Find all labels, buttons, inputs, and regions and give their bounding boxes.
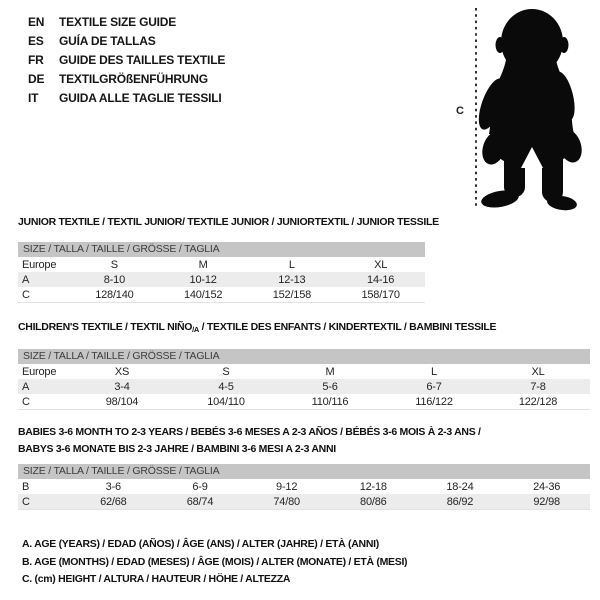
- table-cell: 80/86: [360, 495, 387, 508]
- table-cell: 74/80: [273, 495, 300, 508]
- row-label: C: [22, 395, 30, 408]
- children-section-title: [18, 320, 590, 337]
- babies-row-c: [18, 494, 590, 509]
- table-cell: 128/140: [95, 288, 134, 301]
- language-label: GUIDA ALLE TAGLIE TESSILI: [59, 91, 222, 105]
- row-label: C: [22, 495, 30, 508]
- table-cell: 9-12: [276, 480, 298, 493]
- table-cell: 14-16: [367, 273, 395, 286]
- row-label: B: [22, 480, 30, 493]
- row-label: A: [22, 380, 30, 393]
- table-cell: 24-36: [533, 480, 561, 493]
- section-children: [18, 320, 590, 410]
- table-cell: 3-6: [105, 480, 121, 493]
- table-cell: 140/152: [183, 288, 223, 301]
- row-label: C: [22, 288, 30, 301]
- children-column-header-row: [18, 364, 590, 379]
- table-cell: 8-10: [103, 273, 125, 286]
- junior-table: [18, 242, 425, 303]
- junior-size-header-bar: SIZE / TALLA / TAILLE / GRÖSSE / TAGLIA: [18, 242, 425, 257]
- babies-table: [18, 464, 590, 510]
- table-cell: 158/170: [361, 288, 400, 301]
- row-label: A: [22, 273, 30, 286]
- language-label: GUÍA DE TALLAS: [59, 34, 156, 48]
- column-header: Europe: [22, 365, 57, 378]
- table-cell: 86/92: [446, 495, 474, 508]
- language-code: FR: [28, 53, 44, 67]
- column-header: L: [431, 365, 437, 378]
- language-label: GUIDE DES TAILLES TEXTILE: [59, 53, 226, 67]
- table-cell: 104/110: [207, 395, 245, 408]
- children-title-text: CHILDREN'S TEXTILE / TEXTIL NIÑO: [18, 321, 193, 333]
- column-header: Europe: [22, 258, 57, 271]
- babies-row-b: [18, 479, 590, 494]
- table-cell: 92/98: [533, 495, 560, 508]
- footnote-a: A. AGE (YEARS) / EDAD (AÑOS) / ÂGE (ANS) / ALTER (JAHRE) / ETÀ (ANNI): [22, 538, 379, 550]
- column-header: M: [198, 258, 208, 271]
- babies-size-header-bar: SIZE / TALLA / TAILLE / GRÖSSE / TAGLIA: [18, 464, 590, 479]
- children-title-text: / TEXTILE DES ENFANTS / KINDERTEXTIL / BAMBINI TESSILE: [199, 321, 497, 333]
- language-code: EN: [28, 15, 45, 29]
- babies-section-title: [18, 424, 590, 458]
- language-label: TEXTILE SIZE GUIDE: [59, 15, 177, 29]
- column-header: L: [288, 258, 295, 271]
- language-code: DE: [28, 72, 45, 86]
- junior-row-c: [18, 287, 425, 302]
- footnote-c: C. (cm) HEIGHT / ALTURA / HAUTEUR / HÖHE / ALTEZZA: [22, 573, 291, 585]
- language-code: ES: [28, 34, 44, 48]
- children-table: [18, 349, 590, 410]
- table-cell: 5-6: [322, 380, 338, 393]
- junior-section-title: JUNIOR TEXTILE / TEXTIL JUNIOR/ TEXTILE JUNIOR / JUNIORTEXTIL / JUNIOR TESSILE: [18, 216, 439, 228]
- table-cell: 12-18: [359, 480, 387, 493]
- language-row-fr: [28, 51, 225, 70]
- table-cell: 7-8: [530, 380, 546, 393]
- children-size-header-bar: SIZE / TALLA / TAILLE / GRÖSSE / TAGLIA: [18, 349, 590, 364]
- column-header: XL: [531, 365, 545, 378]
- language-row-en: [28, 13, 225, 32]
- figure-area: [450, 0, 600, 220]
- junior-column-header-row: [18, 257, 425, 272]
- table-cell: 6-9: [192, 480, 208, 493]
- children-title-subscript: /A: [192, 325, 200, 334]
- table-cell: 62/68: [100, 495, 127, 508]
- height-marker-label: C: [456, 105, 464, 117]
- column-header: XS: [114, 365, 130, 378]
- baby-silhouette-graphic: [450, 0, 600, 220]
- section-junior: [18, 215, 439, 303]
- footnote-b: B. AGE (MONTHS) / EDAD (MESES) / ÂGE (MOIS) / ALTER (MONATE) / ETÀ (MESI): [22, 555, 408, 568]
- children-row-a: [18, 379, 590, 394]
- children-size-table: [18, 364, 590, 409]
- language-code: IT: [28, 91, 39, 105]
- column-header: S: [222, 365, 230, 378]
- table-cell: 3-4: [114, 380, 130, 393]
- table-cell: 10-12: [189, 273, 217, 286]
- language-row-de: [28, 70, 225, 89]
- baby-silhouette: [473, 9, 585, 212]
- table-cell: 6-7: [426, 380, 442, 393]
- footnote-legend: [22, 536, 407, 589]
- junior-row-a: [18, 272, 425, 287]
- column-header: XL: [374, 258, 388, 271]
- table-cell: 122/128: [518, 395, 558, 408]
- table-cell: 4-5: [218, 380, 234, 393]
- language-label: TEXTILGRÖßENFÜHRUNG: [59, 72, 208, 86]
- language-row-it: [28, 89, 225, 108]
- section-babies: [18, 424, 590, 510]
- table-cell: 12-13: [278, 273, 306, 286]
- table-cell: 98/104: [105, 395, 139, 408]
- children-row-c: [18, 394, 590, 409]
- language-row-es: [28, 32, 225, 51]
- table-cell: 68/74: [186, 495, 214, 508]
- language-title-list: [28, 13, 225, 108]
- table-cell: 18-24: [446, 480, 474, 493]
- junior-size-table: [18, 257, 425, 302]
- column-header: S: [110, 258, 118, 271]
- table-cell: 116/122: [415, 395, 453, 408]
- table-cell: 110/116: [311, 395, 349, 408]
- babies-title-line2: BABYS 3-6 MONATE BIS 2-3 JAHRE / BAMBINI 3-6 MESI A 2-3 ANNI: [18, 443, 336, 455]
- column-header: M: [325, 365, 335, 378]
- babies-size-table: [18, 479, 590, 509]
- table-cell: 152/158: [272, 288, 312, 301]
- babies-title-line1: BABIES 3-6 MONTH TO 2-3 YEARS / BEBÉS 3-6 MESES A 2-3 AÑOS / BÉBÉS 3-6 MOIS À 2-3 ANS /: [18, 426, 481, 438]
